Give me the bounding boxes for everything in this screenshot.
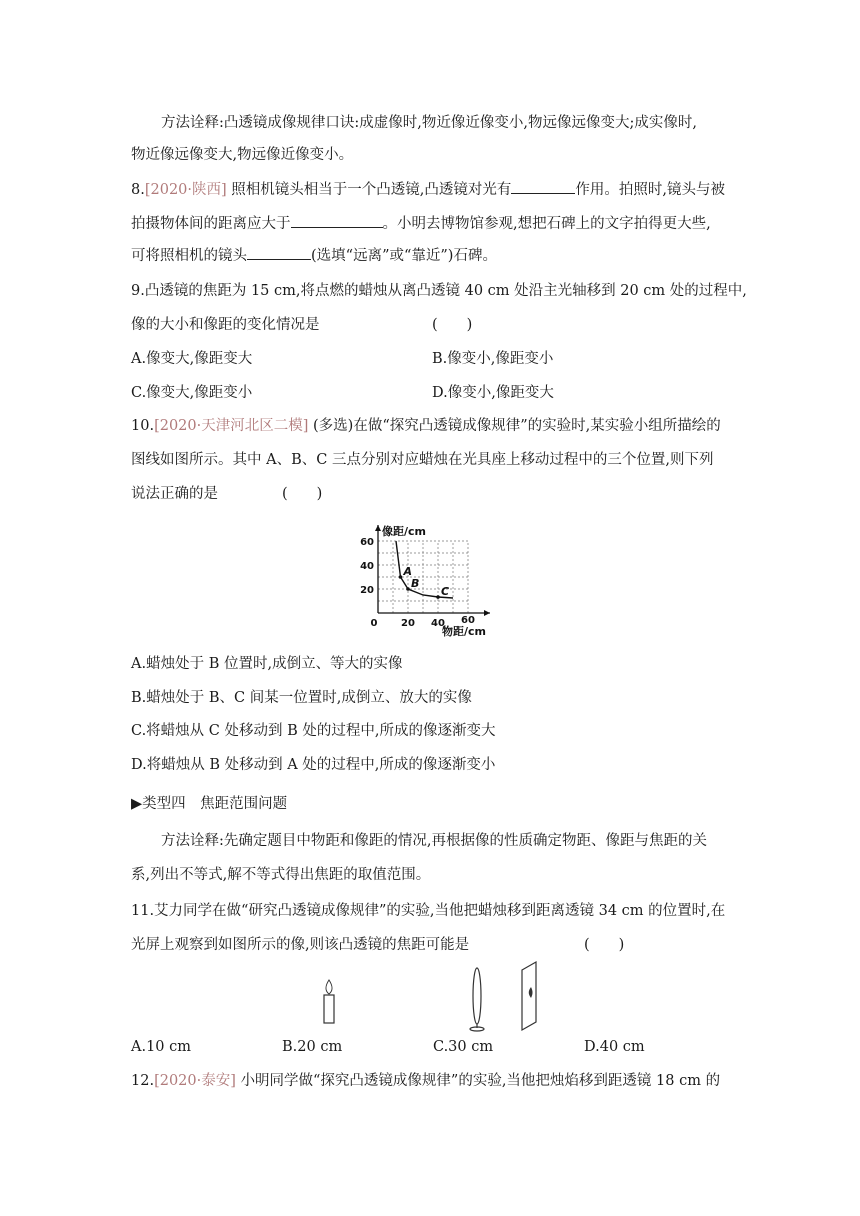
y-tick-label: 60 bbox=[360, 537, 374, 548]
question-number: 10. bbox=[131, 418, 155, 434]
method-text-line2: 物近像远像变大,物远像近像变小。 bbox=[131, 147, 354, 163]
y-tick-label: 40 bbox=[360, 561, 374, 572]
y-axis-arrow bbox=[375, 525, 381, 531]
option-b[interactable]: B.蜡烛处于 B、C 间某一位置时,成倒立、放大的实像 bbox=[131, 690, 472, 706]
question-10-line1 bbox=[131, 416, 721, 436]
option-a[interactable]: A.蜡烛处于 B 位置时,成倒立、等大的实像 bbox=[131, 656, 403, 672]
question-text: 照相机镜头相当于一个凸透镜,凸透镜对光有 bbox=[226, 182, 512, 198]
x-tick-label: 20 bbox=[401, 618, 415, 629]
question-12-line1 bbox=[131, 1071, 720, 1091]
option-d[interactable]: D.将蜡烛从 B 处移动到 A 处的过程中,所成的像逐渐变小 bbox=[131, 757, 496, 773]
option-a[interactable]: A.10 cm bbox=[131, 1039, 192, 1055]
data-point-c bbox=[436, 595, 440, 599]
optics-setup-illustration bbox=[310, 958, 560, 1033]
option-c[interactable]: C.将蜡烛从 C 处移动到 B 处的过程中,所成的像逐渐变大 bbox=[131, 723, 496, 739]
data-point-b bbox=[406, 587, 410, 591]
y-axis-label: 像距/cm bbox=[382, 525, 426, 538]
chart-axes bbox=[375, 525, 490, 616]
question-9-line1: 9.凸透镜的焦距为 15 cm,将点燃的蜡烛从离凸透镜 40 cm 处沿主光轴移到 20 cm 处的过程中, bbox=[131, 283, 747, 299]
question-8-line1 bbox=[131, 179, 725, 200]
chart-grid bbox=[378, 541, 468, 613]
question-8-line3 bbox=[131, 245, 497, 266]
x-tick-label: 60 bbox=[461, 615, 475, 626]
x-tick-label: 0 bbox=[370, 618, 378, 629]
point-label-b: B bbox=[411, 577, 420, 590]
question-10-line2: 图线如图所示。其中 A、B、C 三点分别对应蜡烛在光具座上移动过程中的三个位置,则下列 bbox=[131, 452, 714, 468]
x-axis-label: 物距/cm bbox=[442, 625, 486, 638]
convex-lens-icon bbox=[470, 968, 484, 1031]
question-number: 12. bbox=[131, 1073, 155, 1089]
question-text: (多选)在做“探究凸透镜成像规律”的实验时,某实验小组所描绘的 bbox=[308, 418, 721, 434]
point-label-c: C bbox=[441, 585, 450, 599]
option-c[interactable]: C.像变大,像距变小 bbox=[131, 385, 253, 401]
question-number: 8. bbox=[131, 182, 145, 198]
method-text-line2: 系,列出不等式,解不等式得出焦距的取值范围。 bbox=[131, 867, 431, 883]
x-axis-arrow bbox=[484, 610, 490, 616]
option-b[interactable]: B.20 cm bbox=[282, 1039, 343, 1055]
question-source: [2020·天津河北区二模] bbox=[154, 418, 309, 434]
option-b[interactable]: B.像变小,像距变小 bbox=[432, 351, 554, 367]
question-text: 。小明去博物馆参观,想把石碑上的文字拍得更大些, bbox=[382, 216, 711, 232]
answer-blank[interactable] bbox=[247, 245, 311, 260]
data-point-a bbox=[399, 575, 403, 579]
candle-icon bbox=[324, 980, 334, 1023]
question-source: [2020·陕西] bbox=[144, 182, 227, 198]
question-text: 像的大小和像距的变化情况是 bbox=[131, 317, 320, 333]
answer-paren[interactable]: ( ) bbox=[282, 486, 323, 502]
section-heading: ▶类型四 焦距范围问题 bbox=[131, 796, 288, 812]
answer-paren[interactable]: ( ) bbox=[432, 317, 473, 333]
question-text: 光屏上观察到如图所示的像,则该凸透镜的焦距可能是 bbox=[131, 937, 470, 953]
method-text-line1: 方法诠释:先确定题目中物距和像距的情况,再根据像的性质确定物距、像距与焦距的关 bbox=[161, 833, 707, 849]
method-text-line1: 方法诠释:凸透镜成像规律口诀:成虚像时,物近像近像变小,物远像远像变大;成实像时, bbox=[161, 115, 697, 131]
y-tick-label: 20 bbox=[360, 585, 374, 596]
question-11-line1: 11.艾力同学在做“研究凸透镜成像规律”的实验,当他把蜡烛移到距离透镜 34 cm 的位置时,在 bbox=[131, 903, 726, 919]
option-a[interactable]: A.像变大,像距变大 bbox=[131, 351, 253, 367]
question-source: [2020·泰安] bbox=[154, 1073, 236, 1089]
screen-icon bbox=[522, 962, 536, 1030]
answer-blank[interactable] bbox=[291, 213, 383, 228]
option-c[interactable]: C.30 cm bbox=[433, 1039, 494, 1055]
option-d[interactable]: D.40 cm bbox=[584, 1039, 645, 1055]
option-d[interactable]: D.像变小,像距变大 bbox=[432, 385, 554, 401]
image-distance-chart bbox=[350, 515, 510, 640]
answer-paren[interactable]: ( ) bbox=[584, 937, 625, 953]
question-text: 说法正确的是 bbox=[131, 486, 218, 502]
question-text: 可将照相机的镜头 bbox=[131, 248, 247, 264]
question-9-line2 bbox=[131, 315, 320, 335]
question-10-line3 bbox=[131, 484, 218, 504]
point-label-a: A bbox=[403, 565, 413, 578]
question-text: 作用。拍照时,镜头与被 bbox=[575, 182, 725, 198]
x-tick-label: 40 bbox=[431, 618, 445, 629]
question-8-line2 bbox=[131, 213, 711, 234]
question-11-line2 bbox=[131, 935, 469, 955]
question-text: 小明同学做“探究凸透镜成像规律”的实验,当他把烛焰移到距透镜 18 cm 的 bbox=[235, 1073, 721, 1089]
answer-blank[interactable] bbox=[511, 179, 575, 194]
question-text: (选填“远离”或“靠近”)石碑。 bbox=[311, 248, 497, 264]
question-text: 拍摄物体间的距离应大于 bbox=[131, 216, 291, 232]
